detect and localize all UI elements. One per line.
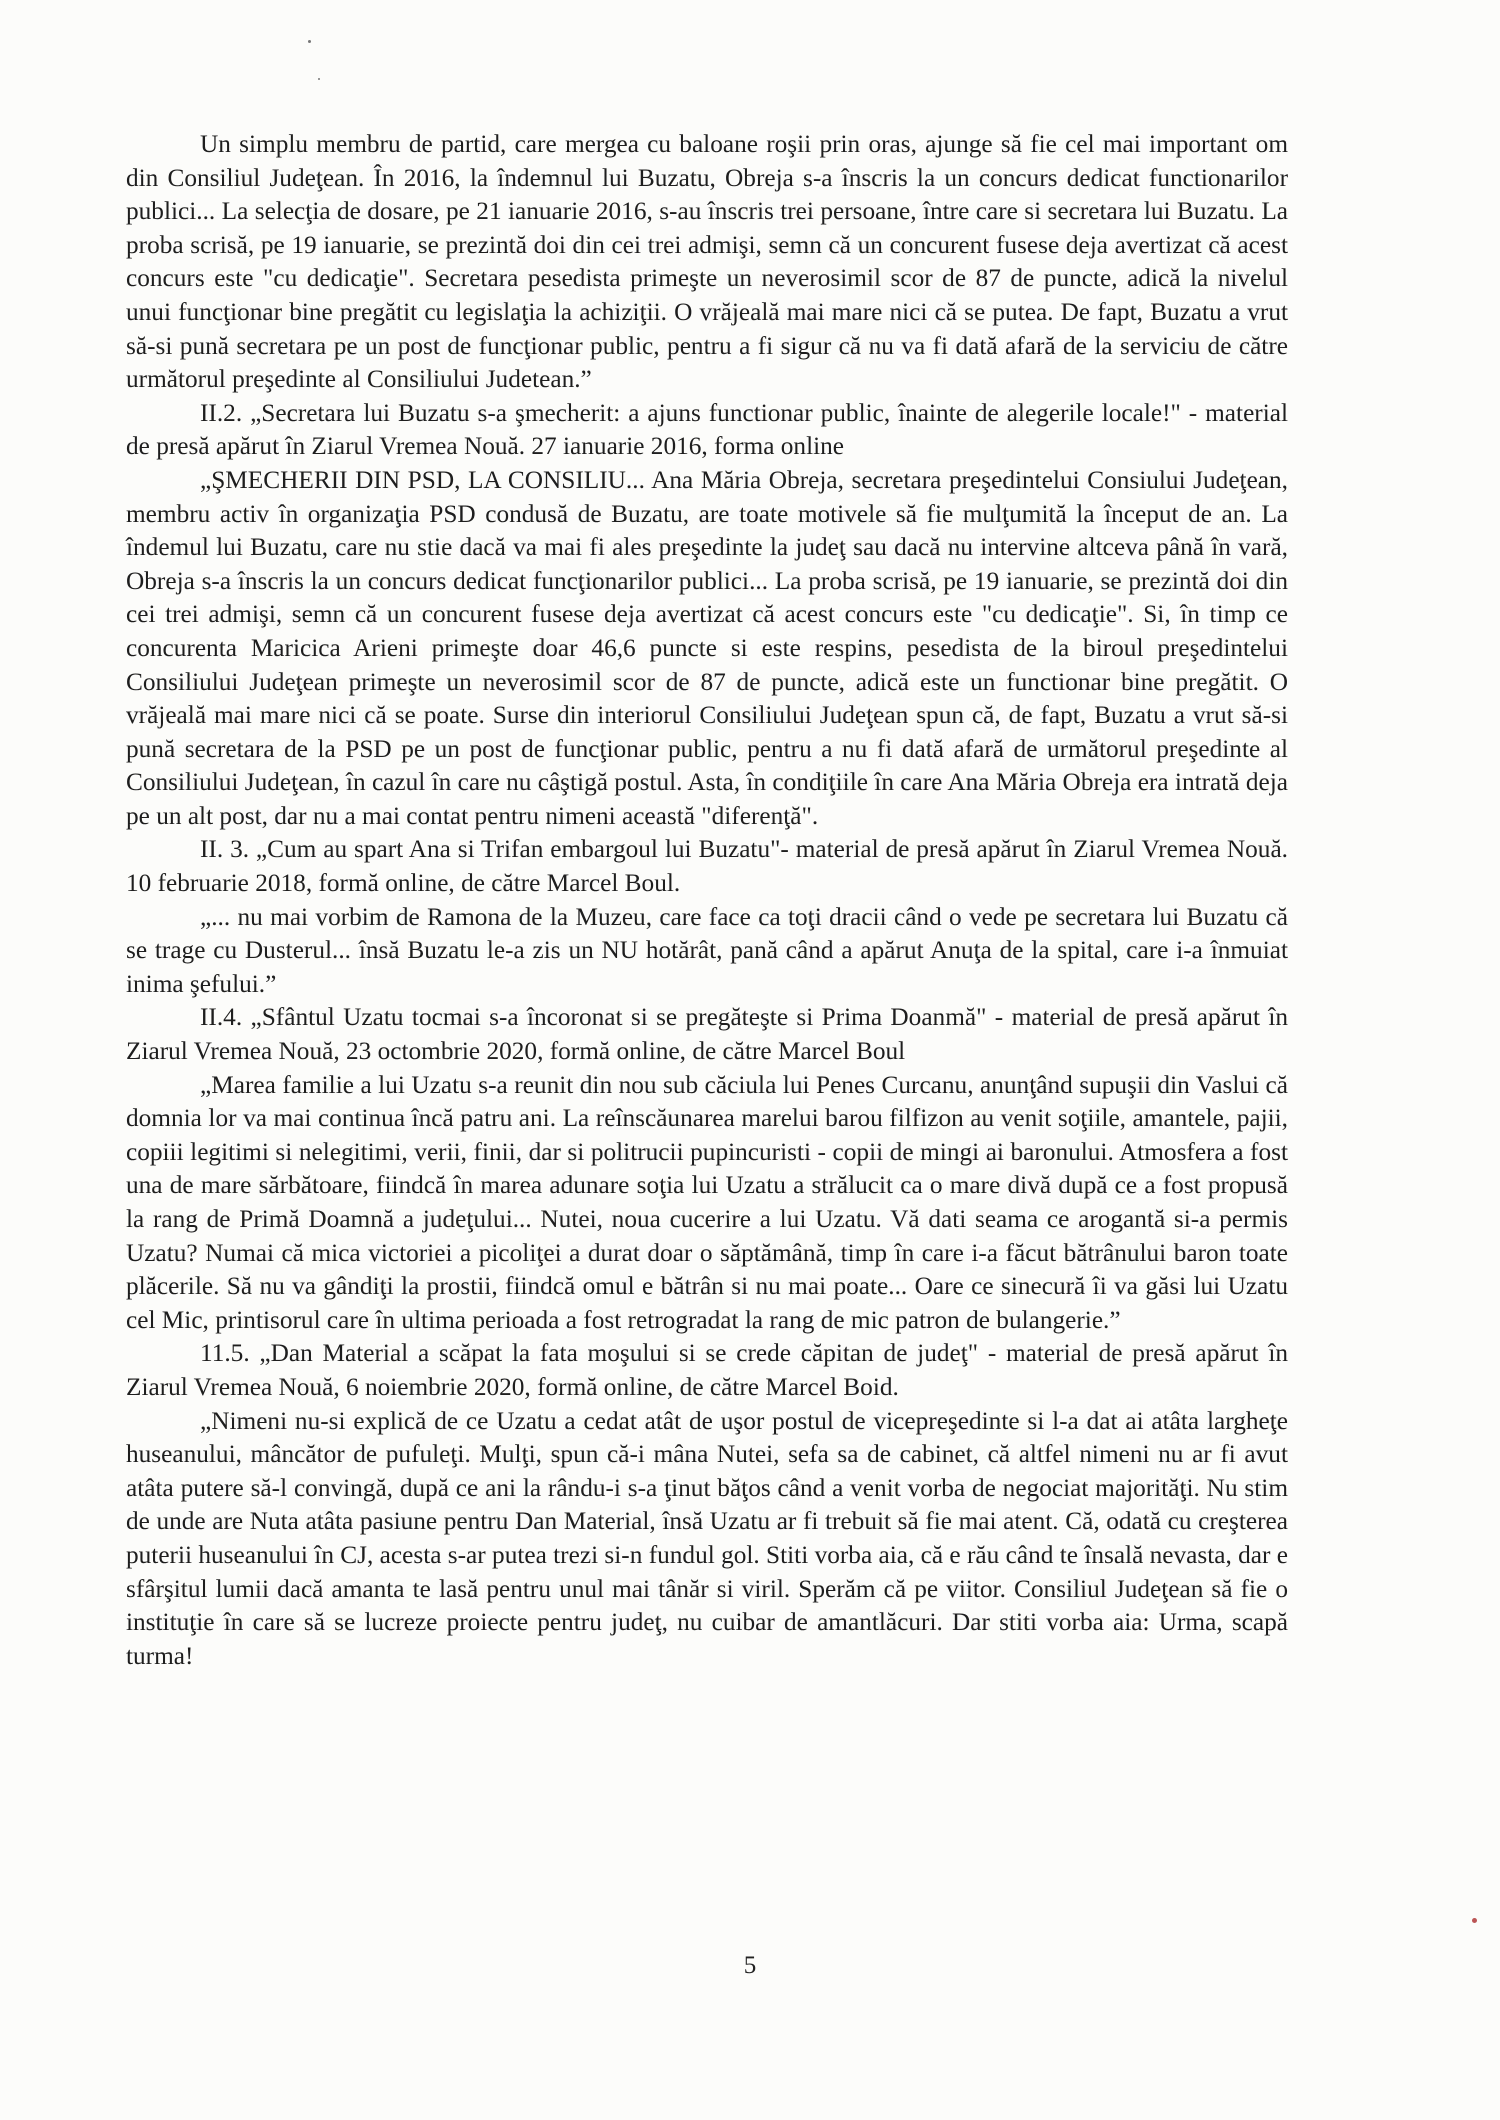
paragraph-heading-ii-4: II.4. „Sfântul Uzatu tocmai s-a încoronat si se pregăteşte si Prima Doanmă" - material de presă apărut în Ziarul Vremea Nouă, 23 octombrie 2020, formă online, de către Marcel Boul	[126, 1003, 1288, 1066]
document-body	[126, 128, 1288, 1673]
paragraph-quote-ii-2: „ŞMECHERII DIN PSD, LA CONSILIU... Ana Măria Obreja, secretara preşedintelui Consiului Judeţean, membru activ în organizaţia PSD condusă de Buzatu, are toate motivele să fie mulţumită la început de an. La îndemul lui Buzatu, care nu stie dacă va mai fi ales preşedinte la judeţ sau dacă nu intervine altceva până în vară, Obreja s-a înscris la un concurs dedicat funcţionarilor publici... La proba scrisă, pe 19 ianuarie, se prezintă doi din cei trei admişi, semn că un concurent fusese deja avertizat că acest concurs este "cu dedicaţie". Si, în timp ce concurenta Maricica Arieni primeşte doar 46,6 puncte si este respins, pesedista de la biroul preşedintelui Consiliului Judeţean primeşte un neverosimil scor de 87 de puncte, adică este un functionar bine pregătit. O vrăjeală mai mare nici că se poate. Surse din interiorul Consiliului Judeţean spun că, de fapt, Buzatu a vrut să-si pună secretara de la PSD pe un post de funcţionar public, pentru a nu fi dată afară de următorul preşedinte al Consiliului Judeţean, în cazul în care nu câştigă postul. Asta, în condiţiile în care Ana Măria Obreja era intrată deja pe un alt post, dar nu a mai contat pentru nimeni această "diferenţă".	[126, 465, 1288, 830]
scan-speck	[1472, 1918, 1477, 1923]
paragraph-heading-ii-2: II.2. „Secretara lui Buzatu s-a şmecherit: a ajuns functionar public, înainte de alegerile locale!" - material de presă apărut în Ziarul Vremea Nouă. 27 ianuarie 2016, forma online	[126, 398, 1288, 461]
paragraph-quote-ii-5: „Nimeni nu-si explică de ce Uzatu a cedat atât de uşor postul de vicepreşedinte si l-a dat ai atâta largheţe huseanului, mâncător de pufuleţi. Mulţi, spun că-i mâna Nutei, sefa sa de cabinet, că altfel nimeni nu ar fi avut atâta putere să-l convingă, după ce ani la rându-i s-a ţinut băţos când a venit vorba de negociat majorităţi. Nu stim de unde are Nuta atâta pasiune pentru Dan Material, însă Uzatu ar fi trebuit să fie mai atent. Că, odată cu creşterea puterii huseanului în CJ, acesta s-ar putea trezi si-n fundul gol. Stiti vorba aia, că e rău când te însală nevasta, dar e sfârşitul lumii dacă amanta te lasă pentru unul mai tânăr si viril. Sperăm că pe viitor. Consiliul Judeţean să fie o instituţie în care să se lucreze proiecte pentru judeţ, nu cuibar de amantlăcuri. Dar stiti vorba aia: Urma, scapă turma!	[126, 1406, 1288, 1670]
scan-speck	[318, 78, 320, 80]
paragraph-quote-ii-4: „Marea familie a lui Uzatu s-a reunit din nou sub căciula lui Penes Curcanu, anunţând supuşii din Vaslui că domnia lor va mai continua încă patru ani. La reînscăunarea marelui barou filfizon au venit soţiile, amantele, pajii, copiii legitimi si nelegitimi, verii, finii, dar si politrucii pupincuristi - copii de mingi ai baronului. Atmosfera a fost una de mare sărbătoare, fiindcă în marea adunare soţia lui Uzatu a strălucit ca o mare divă după ce a fost propusă la rang de Primă Doamnă a judeţului... Nutei, noua cucerire a lui Uzatu. Vă dati seama ce arogantă si-a permis Uzatu? Numai că mica victoriei a picoliţei a durat doar o săptămână, timp în care i-a făcut bătrânului baron toate plăcerile. Să nu va gândiţi la prostii, fiindcă omul e bătrân si nu mai poate... Oare ce sinecură îi va găsi lui Uzatu cel Mic, printisorul care în ultima perioada a fost retrogradat la rang de mic patron de bulangerie.”	[126, 1070, 1288, 1334]
paragraph-intro: Un simplu membru de partid, care mergea cu baloane roşii prin oras, ajunge să fie cel mai important om din Consiliul Judeţean. În 2016, la îndemnul lui Buzatu, Obreja s-a înscris la un concurs dedicat functionarilor publici... La selecţia de dosare, pe 21 ianuarie 2016, s-au înscris trei persoane, între care si secretara lui Buzatu. La proba scrisă, pe 19 ianuarie, se prezintă doi din cei trei admişi, semn că un concurent fusese deja avertizat că acest concurs este "cu dedicaţie". Secretara pesedista primeşte un neverosimil scor de 87 de puncte, adică la nivelul unui funcţionar bine pregătit cu legislaţia la achiziţii. O vrăjeală mai mare nici că se putea. De fapt, Buzatu a vrut să-si pună secretara pe un post de funcţionar public, pentru a fi sigur că nu va fi dată afară de la serviciu de către următorul preşedinte al Consiliului Judetean.”	[126, 130, 1288, 394]
page-number: 5	[743, 1952, 757, 1979]
scan-speck	[308, 40, 311, 43]
paragraph-heading-ii-3: II. 3. „Cum au spart Ana si Trifan embargoul lui Buzatu"- material de presă apărut în Ziarul Vremea Nouă. 10 februarie 2018, formă online, de către Marcel Boul.	[126, 835, 1288, 898]
paragraph-heading-ii-5: 11.5. „Dan Material a scăpat la fata moşului si se crede căpitan de judeţ" - material de presă apărut în Ziarul Vremea Nouă, 6 noiembrie 2020, formă online, de către Marcel Boid.	[126, 1339, 1288, 1401]
paragraph-quote-ii-3: „... nu mai vorbim de Ramona de la Muzeu, care face ca toţi dracii când o vede pe secretara lui Buzatu că se trage cu Dusterul... însă Buzatu le-a zis un NU hotărât, pană când a apărut Anuţa de la spital, care i-a înmuiat inima şefului.”	[126, 902, 1288, 998]
